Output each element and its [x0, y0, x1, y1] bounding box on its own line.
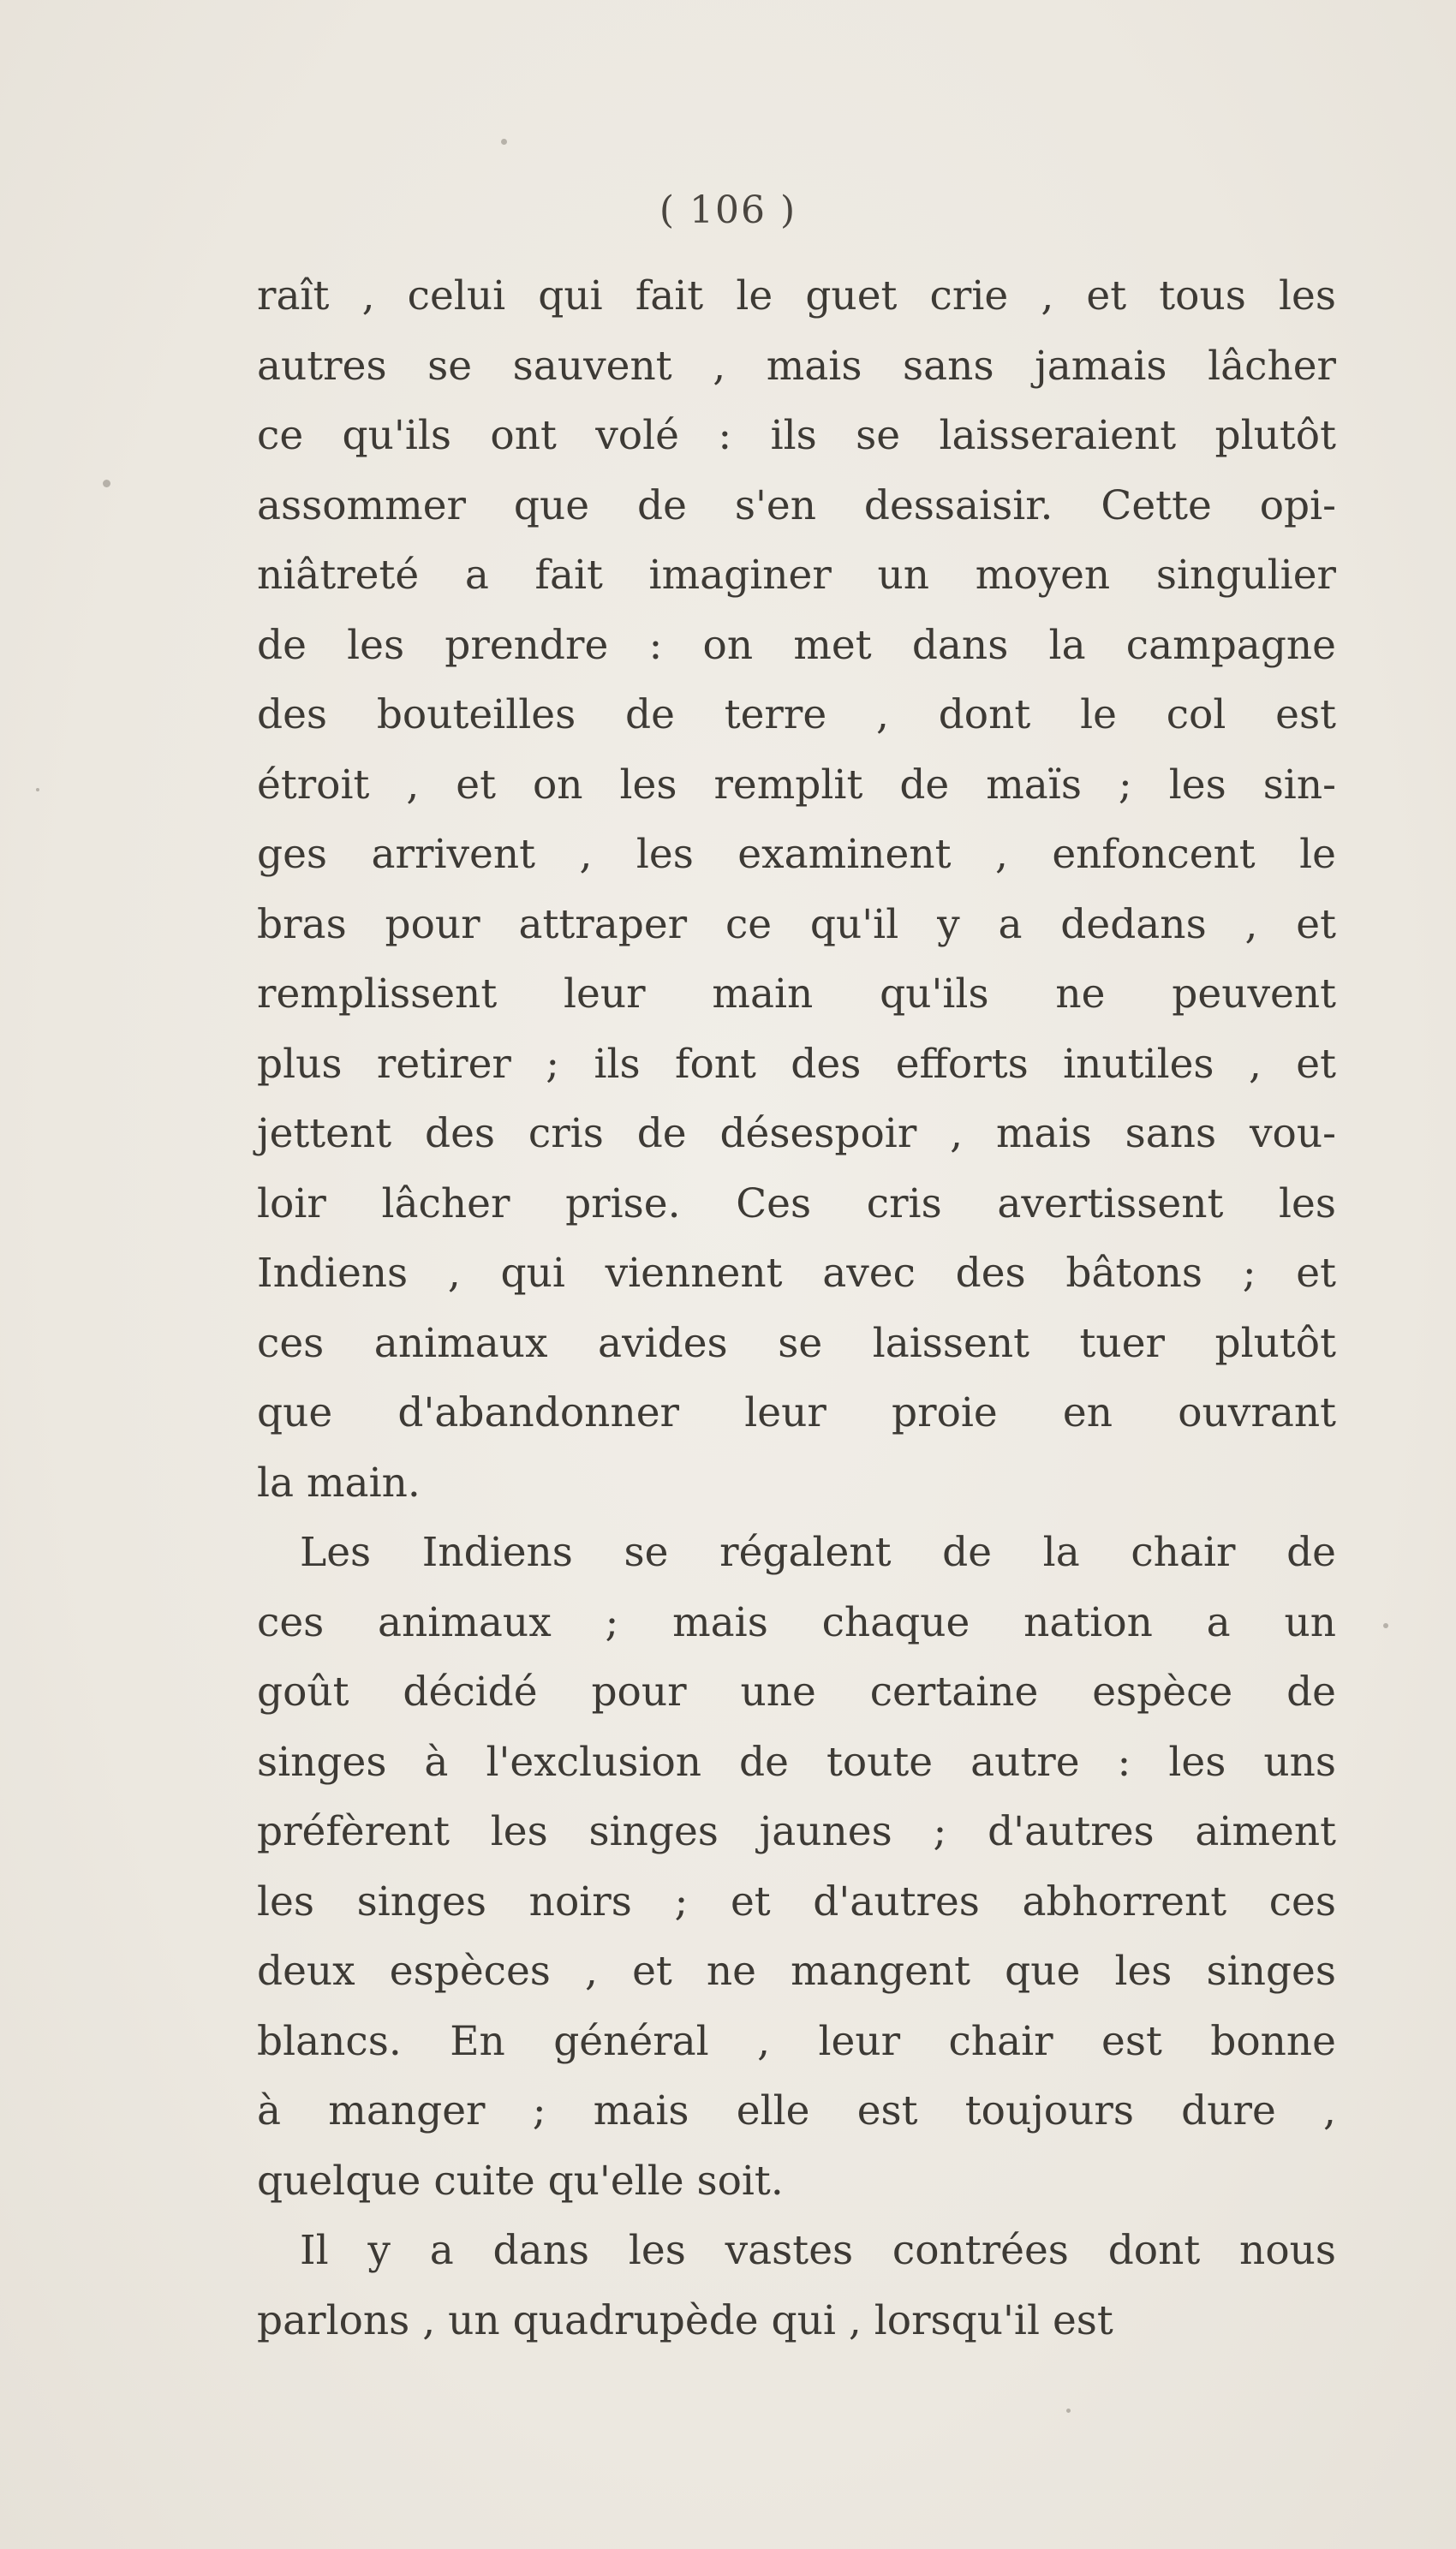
text-line: deux espèces , et ne mangent que les singes [257, 1948, 1336, 1995]
text-line: ces animaux avides se laissent tuer plutôt [257, 1319, 1336, 1367]
text-line: Indiens , qui viennent avec des bâtons ; et [257, 1250, 1336, 1297]
text-line: singes à l'exclusion de toute autre : les uns [257, 1738, 1336, 1786]
paper-speck [1383, 1623, 1388, 1628]
text-line: blancs. En général , leur chair est bonne [257, 2017, 1336, 2065]
text-line: assommer que de s'en dessaisir. Cette opi- [257, 481, 1336, 529]
text-line: étroit , et on les remplit de maïs ; les sin- [257, 761, 1336, 809]
text-line: ges arrivent , les examinent , enfoncent le [257, 831, 1336, 878]
text-line: que d'abandonner leur proie en ouvrant [257, 1389, 1336, 1436]
text-line: quelque cuite qu'elle soit. [257, 2157, 784, 2205]
text-line: goût décidé pour une certaine espèce de [257, 1668, 1336, 1716]
text-line: les singes noirs ; et d'autres abhorrent ces [257, 1877, 1336, 1925]
paper-speck [36, 788, 39, 791]
text-line: remplissent leur main qu'ils ne peuvent [257, 970, 1336, 1018]
text-line: niâtreté a fait imaginer un moyen singulier [257, 552, 1336, 599]
text-line: la main. [257, 1459, 421, 1507]
text-line: des bouteilles de terre , dont le col est [257, 691, 1336, 738]
text-line: jettent des cris de désespoir , mais sans vou- [257, 1110, 1336, 1157]
paper-speck [1066, 2409, 1071, 2413]
text-line: à manger ; mais elle est toujours dure , [257, 2087, 1336, 2134]
text-line: ce qu'ils ont volé : ils se laisseraient plutôt [257, 412, 1336, 459]
body-text [257, 261, 1336, 2355]
text-line: parlons , un quadrupède qui , lorsqu'il est [257, 2296, 1113, 2344]
text-line: préfèrent les singes jaunes ; d'autres aiment [257, 1808, 1336, 1855]
text-line: autres se sauvent , mais sans jamais lâcher [257, 342, 1336, 390]
text-line: de les prendre : on met dans la campagne [257, 621, 1336, 669]
text-line: Il y a dans les vastes contrées dont nous [300, 2227, 1336, 2274]
paper-speck [501, 139, 507, 145]
page-number-header: ( 106 ) [659, 188, 797, 232]
text-line: loir lâcher prise. Ces cris avertissent les [257, 1179, 1336, 1227]
text-line: Les Indiens se régalent de la chair de [300, 1529, 1336, 1576]
paper-speck [103, 480, 110, 487]
text-line: raît , celui qui fait le guet crie , et tous les [257, 272, 1336, 319]
text-line: plus retirer ; ils font des efforts inutiles , et [257, 1040, 1336, 1088]
text-line: bras pour attraper ce qu'il y a dedans , et [257, 900, 1336, 948]
text-line: ces animaux ; mais chaque nation a un [257, 1598, 1336, 1646]
